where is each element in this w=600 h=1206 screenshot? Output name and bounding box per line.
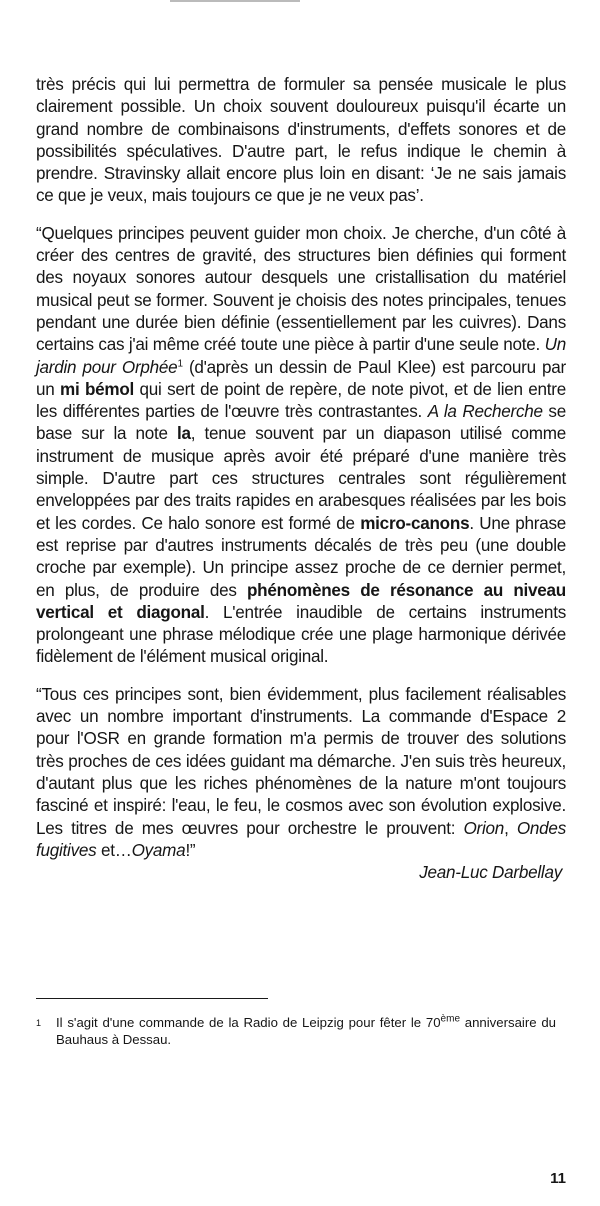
top-rule [170,0,300,2]
work-title: Ondes fugitives [36,818,566,860]
work-title: Oyama [131,840,186,860]
footnote-text: Il s'agit d'une commande de la Radio de Leipzig pour fêter le 70ème anniversaire du Bauhaus à Dessau. [56,1013,556,1048]
work-title: A la Recherche [427,402,543,422]
footnote [36,1014,560,1048]
emphasis: phénomènes de résonance au niveau vertical et diagonal [36,580,566,622]
paragraph-1: très précis qui lui permettra de formuler sa pensée musicale le plus clairement possible. Un choix souvent douloureux puisqu'il écarte un grand nombre de combinaisons d'instruments, d'effets sonores et de possibilités spéculatives. D'autre part, le refus indique le chemin à prendre. Stravinsky allait encore plus loin en disant: ‘Je ne sais jamais ce que je veux, mais toujours ce que je ne veux pas’. [36,75,566,206]
main-text [36,74,566,884]
author-signature: Jean-Luc Darbellay [419,863,562,883]
page-number: 11 [550,1170,566,1187]
emphasis: mi bémol [60,379,135,399]
paragraph-2: “Quelques principes peuvent guider mon choix. Je cherche, d'un côté à créer des centres de gravité, des structures bien définies qui forment des noyaux sonores autour desquels une cristallisation du matériel musical peut se former. Souvent je choisis des notes principales, tenues pendant une durée bien définie (essentiellement par les cuivres). Dans certains cas j'ai même créé toute une pièce à partir d'une seule note. Un jardin pour Orphée$^1$ (d'après un dessin de Paul Klee) est parcouru par un mi bémol qui sert de point de repère, de note pivot, et de lien entre les différentes parties de l'œuvre très contrastantes. A la Recherche se base sur la note la, tenue souvent par un diapason utilisé comme instrument de musique après avoir été préparé d'une manière très simple. D'autre part ces structures centrales sont régulièrement enveloppées par des traits rapides en arabesques réalisées par les bois et les cordes. Ce halo sonore est formé de micro-canons. Une phrase est reprise par d'autres instruments décalés de très peu (une double croche par exemple). Un principe assez proche de ce dernier permet, en plus, de produire des phénomènes de résonance au niveau vertical et diagonal. L'entrée inaudible de certains instruments prolongeant une phrase mélodique crée une plage harmonique dérivée fidèlement de l'élément musical original. [36,223,567,667]
emphasis: micro-canons [360,513,470,533]
footnote-mark: 1 [36,1018,42,1028]
emphasis: la [177,424,191,444]
paragraph-3: “Tous ces principes sont, bien évidemment, plus facilement réalisables avec un nombre important d'instruments. La commande d'Espace 2 pour l'OSR en grande formation m'a permis de trouver des solutions très proches de ces idées guidant ma démarche. J'en suis très heureux, d'autant plus que les riches phénomènes de la nature m'ont toujours fasciné et inspiré: l'eau, le feu, le cosmos avec son évolution explosive. Les titres de mes œuvres pour orchestre le prouvent: Orion, Ondes fugitives et…Oyama!” [36,684,566,860]
work-title: Orion [463,818,505,838]
work-title: Un jardin pour Orphée [36,335,567,377]
footnote-divider [36,998,268,999]
footnote-reference[interactable]: 1 [177,357,183,369]
